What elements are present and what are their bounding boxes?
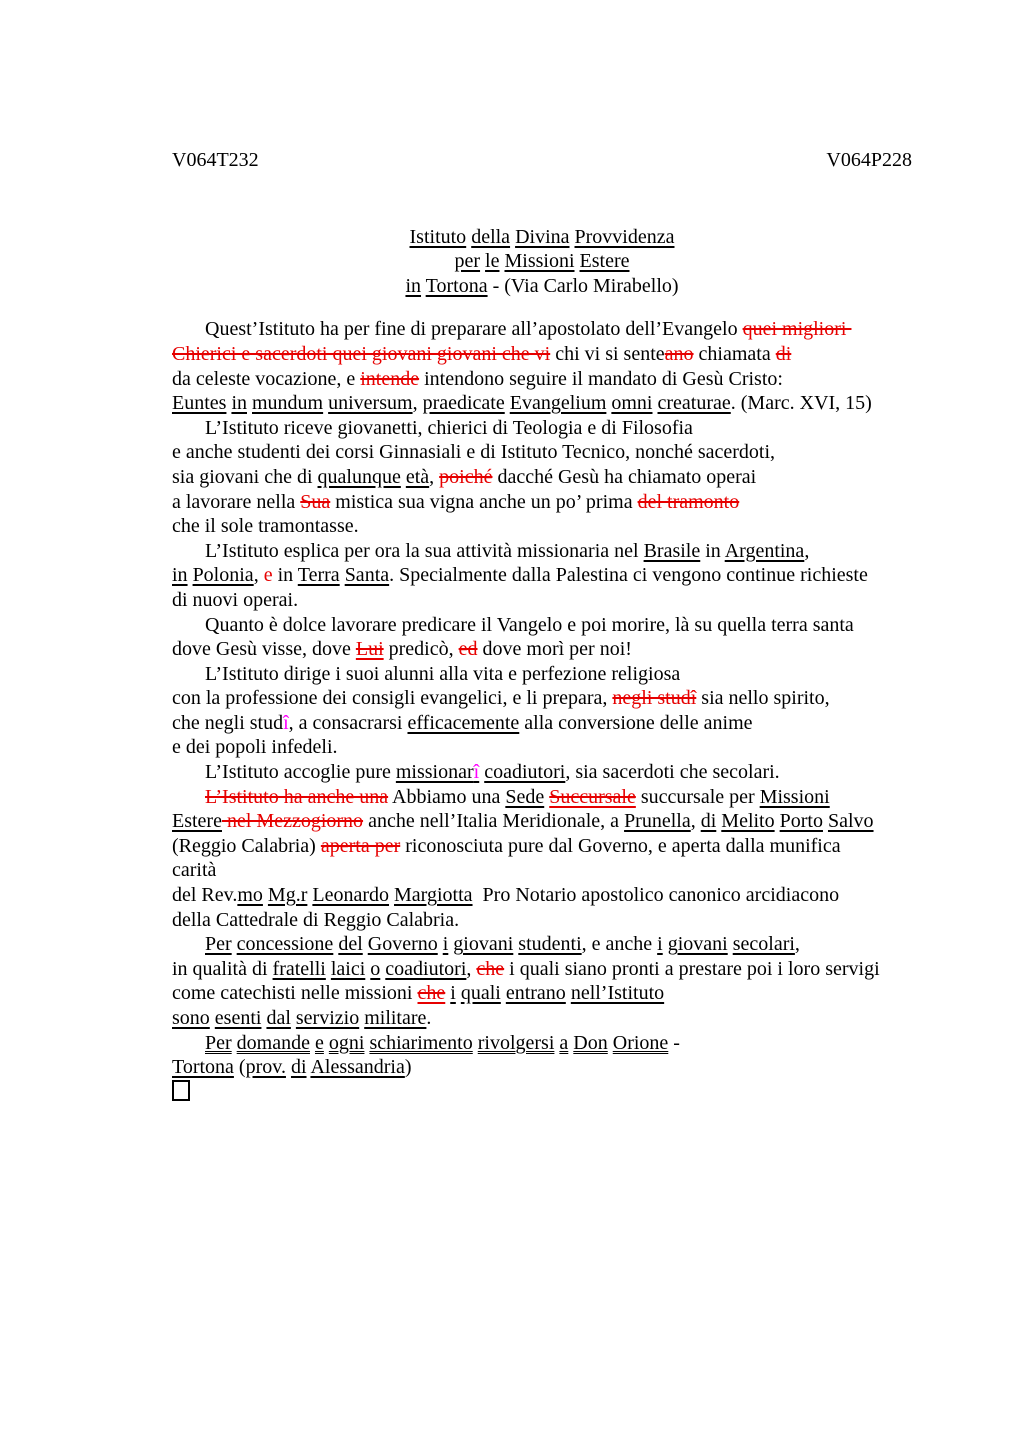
text-run: (Reggio Calabria)	[172, 834, 321, 857]
text-run: con la professione dei consigli evangelici, e li prepara,	[172, 687, 613, 710]
text-run: in	[700, 539, 725, 562]
text-line	[172, 1080, 912, 1106]
text-run-underlined: o	[370, 957, 381, 980]
text-run-underlined: Tortona	[425, 274, 488, 297]
text-run: . (Marc. XVI, 15)	[730, 392, 872, 415]
text-run: succursale per	[635, 785, 760, 808]
text-run-underlined: Argentina	[724, 539, 805, 562]
text-run-underlined: Brasile	[643, 539, 701, 562]
text-line	[172, 342, 912, 367]
text-run-underlined: studenti	[518, 933, 582, 956]
text-run: L’Istituto esplica per ora la sua attività missionaria nel	[205, 539, 644, 562]
deleted-text-run: intende	[360, 367, 420, 390]
text-run-underlined: Estere	[172, 810, 222, 833]
deleted-text-run: quei migliori	[742, 318, 852, 341]
text-run-underlined: Santa	[344, 564, 390, 587]
text-run-underlined: Alessandria	[310, 1056, 405, 1079]
text-run: ,	[804, 539, 810, 562]
text-run: che negli stud	[172, 711, 284, 734]
text-run-underlined: universum	[328, 392, 413, 415]
text-run-underlined: Per	[205, 933, 232, 956]
deleted-text-run: che	[476, 957, 505, 980]
text-run-double-underlined: schiarimento	[369, 1031, 473, 1054]
text-run: dove morì per noi!	[477, 638, 632, 661]
text-run: che il sole tramontasse.	[172, 515, 359, 538]
text-line	[172, 981, 912, 1006]
text-run: in	[272, 564, 298, 587]
text-run: e anche studenti dei corsi Ginnasiali e di Istituto Tecnico, nonché sacerdoti,	[172, 441, 776, 464]
text-line	[172, 785, 912, 810]
magenta-char-run: î	[283, 711, 289, 734]
text-run-underlined: concessione	[236, 933, 334, 956]
text-run: di nuovi operai.	[172, 588, 299, 611]
text-line	[172, 932, 912, 957]
text-run-underlined: Sede	[505, 785, 545, 808]
text-run-underlined: i	[450, 982, 456, 1005]
text-line	[172, 490, 912, 515]
text-run-underlined: Leonardo	[312, 884, 390, 907]
text-run-underlined: età	[405, 465, 430, 488]
text-run: sia nello spirito,	[696, 687, 830, 710]
magenta-char-underlined-run: î	[473, 761, 480, 784]
empty-box-glyph	[172, 1080, 190, 1101]
text-run-underlined: secolari	[732, 933, 795, 956]
text-run: , sia sacerdoti che secolari.	[565, 761, 780, 784]
text-run-underlined: di	[290, 1056, 307, 1079]
text-run-underlined: sono	[172, 1007, 210, 1029]
text-run-underlined: coadiutori	[484, 761, 566, 784]
text-run: intendono seguire il mandato di Gesù Cristo:	[419, 367, 783, 390]
page-code-left: V064T232	[172, 149, 259, 171]
text-run-underlined: Divina	[515, 225, 570, 248]
text-run-underlined: omni	[611, 392, 653, 415]
text-run-underlined: creaturae	[657, 392, 731, 415]
deleted-underlined-text-run: che	[417, 982, 446, 1005]
text-line	[172, 711, 912, 736]
text-run-underlined: Melito	[721, 810, 775, 833]
text-run-underlined: dal	[266, 1007, 291, 1029]
deleted-text-run: del tramonto	[637, 490, 740, 513]
text-run: ,	[253, 564, 264, 587]
text-run: alla conversione delle anime	[519, 711, 753, 734]
text-line	[172, 1031, 912, 1056]
text-run-underlined: missionar	[395, 761, 474, 784]
deleted-underlined-text-run: Succursale	[549, 785, 636, 808]
text-run: ,	[690, 810, 701, 833]
text-run: chiamata	[693, 342, 776, 365]
text-run-underlined: in	[172, 564, 188, 587]
text-line	[172, 391, 912, 416]
text-run: e dei popoli infedeli.	[172, 736, 338, 759]
text-line	[172, 563, 912, 588]
text-run-underlined: Istituto	[409, 225, 467, 248]
text-run-underlined: di	[700, 810, 717, 833]
text-run-underlined: giovani	[453, 933, 514, 956]
deleted-text-run: nel Mezzogiorno	[221, 810, 364, 833]
text-line	[172, 317, 912, 342]
text-run: chi vi si sente	[550, 342, 665, 365]
text-run: a lavorare nella	[172, 490, 301, 513]
text-line	[172, 809, 912, 834]
text-run-underlined: Missioni	[759, 785, 830, 808]
text-run: L’Istituto dirige i suoi alunni alla vita e perfezione religiosa	[205, 662, 681, 685]
text-run: del Rev.	[172, 884, 238, 907]
text-line	[172, 735, 912, 760]
text-run-underlined: Mg.r	[267, 884, 308, 907]
text-run: ,	[412, 392, 423, 415]
text-run: ,	[429, 465, 440, 488]
text-run-underlined: Porto	[779, 810, 823, 833]
text-run-double-underlined: Orione	[612, 1031, 669, 1054]
text-run-underlined: qualunque	[317, 465, 401, 488]
text-run: dacché Gesù ha chiamato operai	[492, 465, 757, 488]
text-run-underlined: in	[231, 392, 247, 415]
text-run: L’Istituto riceve giovanetti, chierici di Teologia e di Filosofia	[205, 416, 693, 439]
deleted-text-run: Chierici e sacerdoti quei giovani giovani che vi	[172, 342, 551, 365]
text-run-underlined: prov.	[245, 1056, 286, 1079]
text-line	[172, 249, 912, 274]
text-run: , e anche	[581, 933, 658, 956]
text-run: Quest’Istituto ha per fine di preparare all’apostolato dell’Evangelo	[205, 318, 743, 341]
text-run: L’Istituto accoglie pure	[205, 761, 396, 784]
text-run-double-underlined: domande	[236, 1031, 310, 1054]
text-run-underlined: Polonia	[192, 564, 254, 587]
text-run: , a consacrarsi	[288, 711, 408, 734]
text-line	[172, 686, 912, 711]
text-run-underlined: Estere	[579, 250, 630, 273]
deleted-text-run: negli studî	[612, 687, 697, 710]
text-run: - (Via Carlo Mirabello)	[487, 274, 679, 297]
deleted-text-run: aperta per	[320, 834, 401, 857]
text-line	[172, 1055, 912, 1080]
text-line	[172, 637, 912, 662]
text-run-underlined: del	[338, 933, 363, 956]
deleted-text-run: ed	[458, 638, 478, 661]
text-run-underlined: efficacemente	[407, 711, 520, 734]
text-run-double-underlined: e	[314, 1031, 324, 1054]
text-run-underlined: Margiotta	[394, 884, 473, 907]
text-run: sia giovani che di	[172, 465, 318, 488]
text-run: dove Gesù visse, dove	[172, 638, 356, 661]
text-line	[172, 908, 912, 933]
text-run: della Cattedrale di Reggio Calabria.	[172, 908, 460, 931]
document-header	[172, 148, 912, 173]
text-run-underlined: esenti	[214, 1007, 262, 1029]
text-run-underlined: per	[454, 250, 481, 273]
text-run-double-underlined: Don	[573, 1031, 608, 1054]
text-run: -	[668, 1031, 680, 1054]
text-line	[172, 662, 912, 687]
text-run-underlined: Provvidenza	[574, 225, 675, 248]
text-run-underlined: entrano	[505, 982, 566, 1005]
text-run-underlined: coadiutori	[385, 957, 467, 980]
text-line	[172, 514, 912, 539]
text-run-underlined: Tortona	[172, 1056, 234, 1079]
deleted-text-run: ano	[664, 342, 694, 365]
text-run: predicò,	[383, 638, 459, 661]
text-run-underlined: della	[471, 225, 511, 248]
text-run-underlined: i	[442, 933, 449, 956]
text-line	[172, 1006, 912, 1031]
text-run-double-underlined: ogni	[328, 1031, 365, 1054]
text-line	[172, 834, 912, 859]
text-line	[172, 416, 912, 441]
text-run-underlined: Terra	[297, 564, 340, 587]
text-line	[172, 883, 912, 908]
text-run-underlined: quali	[460, 982, 501, 1005]
text-line	[172, 440, 912, 465]
text-line	[172, 858, 912, 883]
text-run: ,	[466, 957, 477, 980]
text-run: mistica sua vigna anche un po’ prima	[330, 490, 638, 513]
text-run: i quali siano pronti a prestare poi i loro servigi	[504, 957, 880, 980]
deleted-underlined-text-run: Lui	[355, 638, 384, 661]
text-line	[172, 367, 912, 392]
text-run: Quanto è dolce lavorare predicare il Vangelo e poi morire, là su quella terra santa	[205, 613, 854, 636]
text-line	[172, 225, 912, 250]
text-run-underlined: mo	[237, 884, 263, 907]
text-run-underlined: mundum	[252, 392, 324, 415]
deleted-text-run: di	[775, 342, 792, 365]
text-run-underlined: le	[485, 250, 500, 273]
text-run-underlined: servizio	[295, 1007, 360, 1029]
text-line	[172, 539, 912, 564]
text-run-double-underlined: rivolgersi	[477, 1031, 555, 1054]
document-content	[172, 148, 912, 1105]
text-run: riconosciuta pure dal Governo, e aperta dalla munifica	[400, 834, 841, 857]
text-run: (	[233, 1056, 246, 1079]
text-run: Pro Notario apostolico canonico arcidiacono	[472, 884, 840, 907]
text-run-underlined: militare	[364, 1007, 427, 1029]
text-run: carità	[172, 859, 217, 882]
text-run-underlined: Euntes	[172, 392, 227, 415]
text-run-underlined: praedicate	[422, 392, 505, 415]
text-run-underlined: in	[405, 274, 422, 297]
text-run: .	[426, 1007, 432, 1029]
text-run: in qualità di	[172, 957, 273, 980]
text-run: anche nell’Italia Meridionale, a	[363, 810, 625, 833]
text-line	[172, 613, 912, 638]
page-code-right: V064P228	[826, 149, 912, 171]
text-run-underlined: Missioni	[504, 250, 575, 273]
text-run: da celeste vocazione, e	[172, 367, 361, 390]
text-run-underlined: i	[657, 933, 663, 956]
text-run-underlined: Prunella	[624, 810, 691, 833]
text-line	[172, 588, 912, 613]
text-run: )	[404, 1056, 412, 1079]
text-run: Abbiamo una	[388, 785, 506, 808]
deleted-text-run: Sua	[300, 490, 331, 513]
text-line	[172, 465, 912, 490]
text-run-underlined: nell’Istituto	[570, 982, 665, 1005]
text-line	[172, 957, 912, 982]
text-run-underlined: laici	[330, 957, 366, 980]
text-run-underlined: Evangelium	[509, 392, 607, 415]
document-title	[172, 225, 912, 299]
text-run-underlined: fratelli	[272, 957, 326, 980]
text-line	[172, 760, 912, 785]
text-run-underlined: giovani	[667, 933, 728, 956]
text-run: come catechisti nelle missioni	[172, 982, 418, 1005]
text-run-underlined: Salvo	[827, 810, 874, 833]
text-run-underlined: Governo	[367, 933, 438, 956]
text-run: . Specialmente dalla Palestina ci vengono continue richieste	[389, 564, 868, 587]
text-run-double-underlined: a	[559, 1031, 569, 1054]
red-text-run: e	[263, 564, 273, 587]
document-body	[172, 317, 912, 1105]
text-line	[172, 274, 912, 299]
deleted-text-run: L’Istituto ha anche una	[205, 785, 389, 808]
text-run: ,	[794, 933, 800, 956]
deleted-text-run: poiché	[439, 465, 493, 488]
text-run-double-underlined: Per	[205, 1031, 232, 1054]
